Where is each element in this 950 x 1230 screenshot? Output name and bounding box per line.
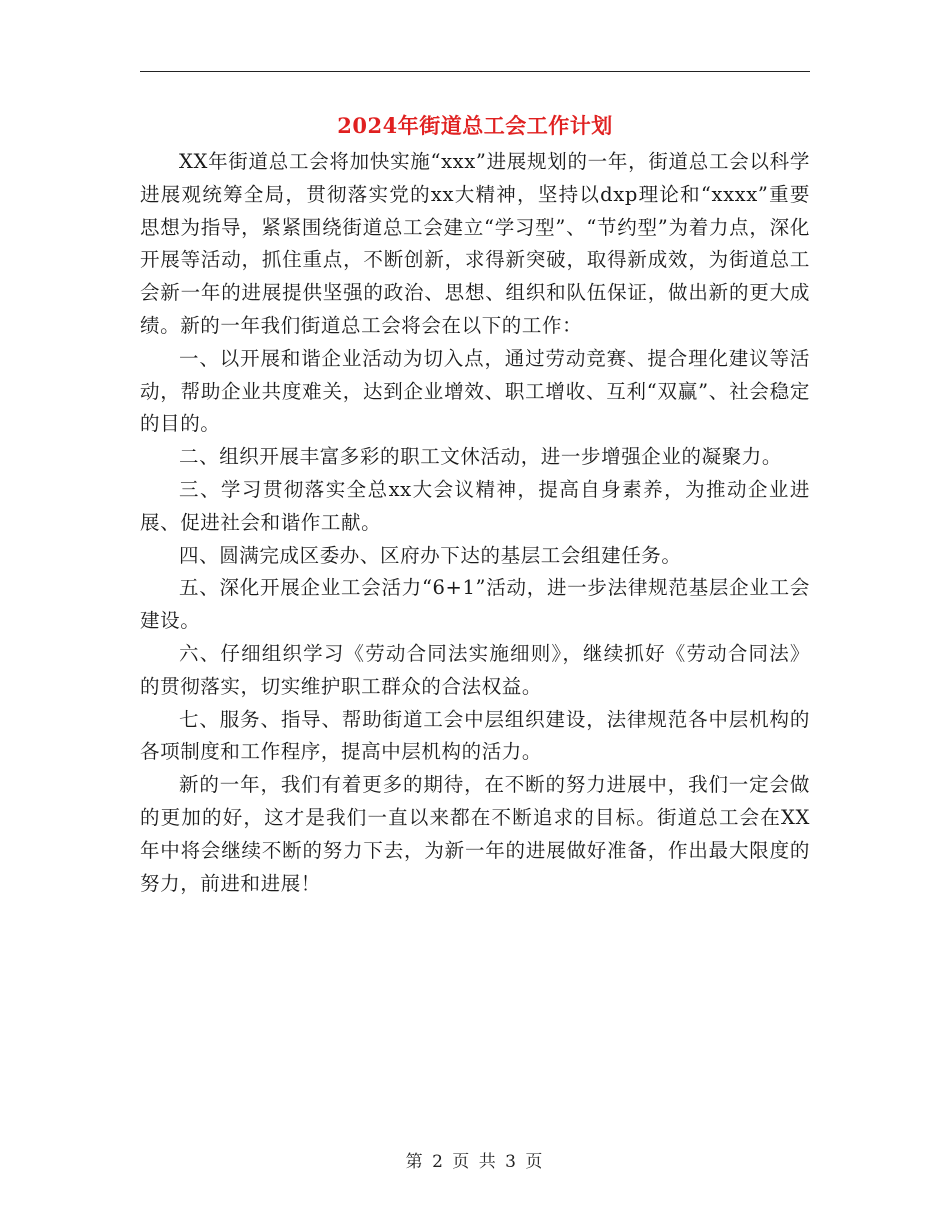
paragraph-item-2: 二、组织开展丰富多彩的职工文休活动，进一步增强企业的凝聚力。 — [179, 445, 783, 469]
paragraph-item-1: 一、以开展和谐企业活动为切入点，通过劳动竞赛、提合理化建议等活动，帮助企业共度难关，达到企业增效、职工增收、互利“双赢”、社会稳定的目的。 — [140, 346, 810, 436]
paragraph-conclusion: 新的一年，我们有着更多的期待，在不断的努力进展中，我们一定会做的更加的好，这才是我们一直以来都在不断追求的目标。街道总工会在XX年中将会继续不断的努力下去，为新一年的进展做好准备，作出最大限度的努力，前进和进展！ — [140, 773, 810, 895]
paragraph-item-5: 五、深化开展企业工会活力“6+1”活动，进一步法律规范基层企业工会建设。 — [140, 576, 810, 633]
document-title: 2024年街道总工会工作计划 — [337, 113, 613, 138]
header-rule — [140, 71, 810, 72]
document-body — [140, 146, 810, 900]
paragraph-item-4: 四、圆满完成区委办、区府办下达的基层工会组建任务。 — [179, 543, 682, 567]
page-number-footer: 第 2 页 共 3 页 — [405, 1152, 545, 1172]
paragraph-intro: XX年街道总工会将加快实施“xxx”进展规划的一年，街道总工会以科学进展观统筹全局，贯彻落实党的xx大精神，坚持以dxp理论和“xxxx”重要思想为指导，紧紧围绕街道总工会建立“学习型”、“节约型”为着力点，深化开展等活动，抓住重点，不断创新，求得新突破，取得新成效，为街道总工会新一年的进展提供坚强的政治、思想、组织和队伍保证，做出新的更大成绩。新的一年我们街道总工会将会在以下的工作： — [140, 150, 810, 337]
paragraph-item-7: 七、服务、指导、帮助街道工会中层组织建设，法律规范各中层机构的各项制度和工作程序，提高中层机构的活力。 — [140, 707, 810, 764]
paragraph-item-3: 三、学习贯彻落实全总xx大会议精神，提高自身素养，为推动企业进展、促进社会和谐作工献。 — [140, 477, 810, 534]
paragraph-item-6: 六、仔细组织学习《劳动合同法实施细则》，继续抓好《劳动合同法》的贯彻落实，切实维护职工群众的合法权益。 — [140, 641, 810, 698]
